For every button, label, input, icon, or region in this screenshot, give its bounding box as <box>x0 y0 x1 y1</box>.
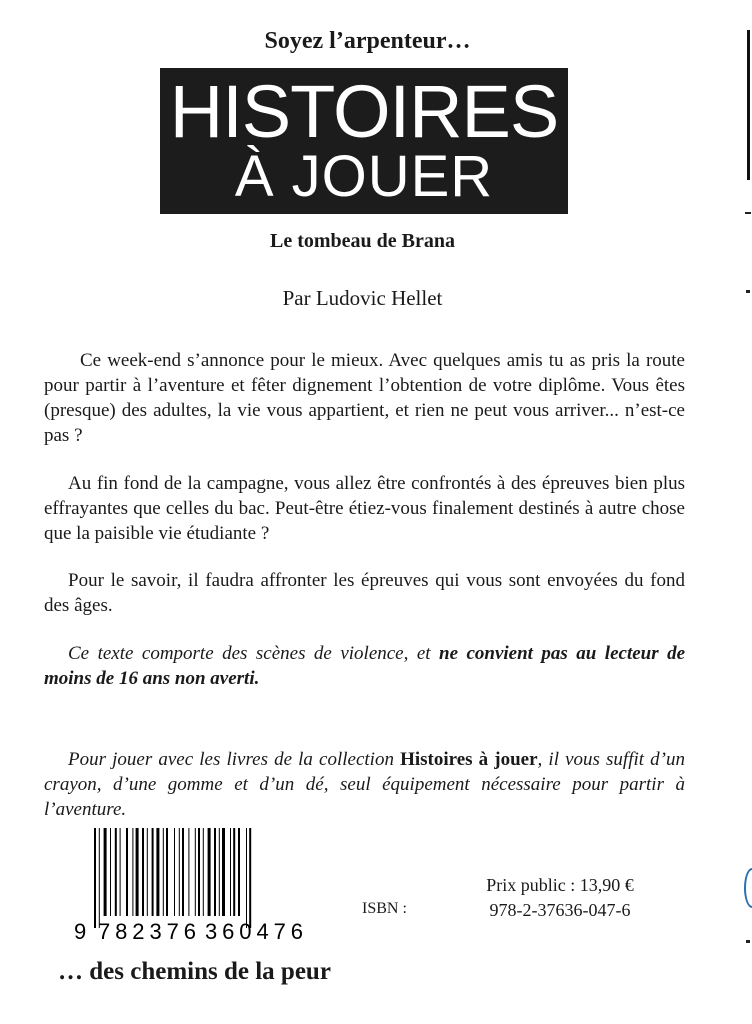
collection-logo <box>160 68 568 214</box>
blurb-paragraph-1: Ce week-end s’annonce pour le mieux. Avec quelques amis tu as pris la route pour partir à l’aventure et fêter dignement l’obtention de votre diplôme. Vous êtes (presque) des adultes, la vie vous appartient, et rien ne peut vous arriver... n’est-ce pas ? <box>44 350 685 446</box>
barcode-bar <box>166 828 168 916</box>
barcode-bar <box>136 828 139 916</box>
collection-note <box>44 747 685 822</box>
barcode-bar <box>126 828 128 916</box>
barcode-bar <box>152 828 154 916</box>
isbn-number: 978-2-37636-047-6 <box>489 900 631 920</box>
barcode-digit-group-2: 360476 <box>205 919 303 944</box>
barcode-bar <box>115 828 117 916</box>
barcode-bar <box>120 828 121 916</box>
barcode-bar <box>188 828 189 916</box>
logo-line-2: À JOUER <box>234 144 494 209</box>
age-warning-emphasis: ne convient pas au lecteur de moins de 16 ans non averti. <box>44 643 686 689</box>
collection-note-rest: , il vous suffit d’un crayon, d’une gomme et d’un dé, seul équipement nécessaire pour partir à l’aventure. <box>44 749 685 820</box>
barcode-bars <box>94 828 251 928</box>
logo-line-1: HISTOIRES <box>169 70 559 153</box>
blurb-paragraph-3: Pour le savoir, il faudra affronter les épreuves qui vous sont envoyées du fond des âges. <box>44 570 685 616</box>
barcode-bar <box>156 828 159 916</box>
barcode-bar <box>246 828 247 928</box>
barcode-bar <box>94 828 96 928</box>
public-price: Prix public : 13,90 € <box>486 875 634 895</box>
barcode-bar <box>222 828 225 916</box>
barcode-bar <box>219 828 220 916</box>
collection-name: Histoires à jouer <box>400 749 538 770</box>
adjacent-page-mark <box>746 940 750 943</box>
barcode-bar <box>147 828 148 916</box>
barcode-bar <box>233 828 235 916</box>
barcode-bar <box>203 828 204 916</box>
barcode-bar <box>214 828 216 916</box>
blurb-paragraph-2: Au fin fond de la campagne, vous allez être confrontés à des épreuves bien plus effrayantes que celles du bac. Peut-être étiez-vous finalement destinés à autre chose que la paisible vie étudiante ? <box>44 473 685 544</box>
isbn-label: ISBN : <box>362 900 407 917</box>
barcode-bar <box>104 828 107 916</box>
barcode-digit-group-1: 782376 <box>98 919 196 944</box>
age-warning-intro: Ce texte comporte des scènes de violence, et <box>68 643 431 664</box>
author-line: Par Ludovic Hellet <box>282 286 443 310</box>
adjacent-page-edge <box>747 30 750 180</box>
barcode-bar <box>110 828 111 916</box>
barcode-bar <box>179 828 180 916</box>
barcode-bar <box>132 828 133 916</box>
series-slogan: … des chemins de la peur <box>58 958 331 985</box>
tagline: Soyez l’arpenteur… <box>264 28 471 54</box>
adjacent-page-logo-fragment <box>744 868 752 908</box>
barcode-bar <box>230 828 231 916</box>
barcode-bar <box>163 828 164 916</box>
barcode-digit-first: 9 <box>74 919 87 944</box>
isbn-barcode <box>72 828 317 946</box>
barcode-bar <box>99 828 100 928</box>
barcode-bar <box>208 828 211 916</box>
barcode-bar <box>198 828 200 916</box>
adjacent-page-mark <box>746 290 750 293</box>
barcode-bar <box>174 828 175 916</box>
barcode-bar <box>238 828 240 916</box>
book-title: Le tombeau de Brana <box>270 230 455 252</box>
barcode-bar <box>142 828 144 916</box>
age-warning <box>44 641 685 691</box>
adjacent-page-mark <box>745 212 751 214</box>
barcode-bar <box>249 828 251 928</box>
collection-note-intro: Pour jouer avec les livres de la collection <box>68 749 394 770</box>
barcode-bar <box>182 828 184 916</box>
barcode-bar <box>195 828 196 916</box>
